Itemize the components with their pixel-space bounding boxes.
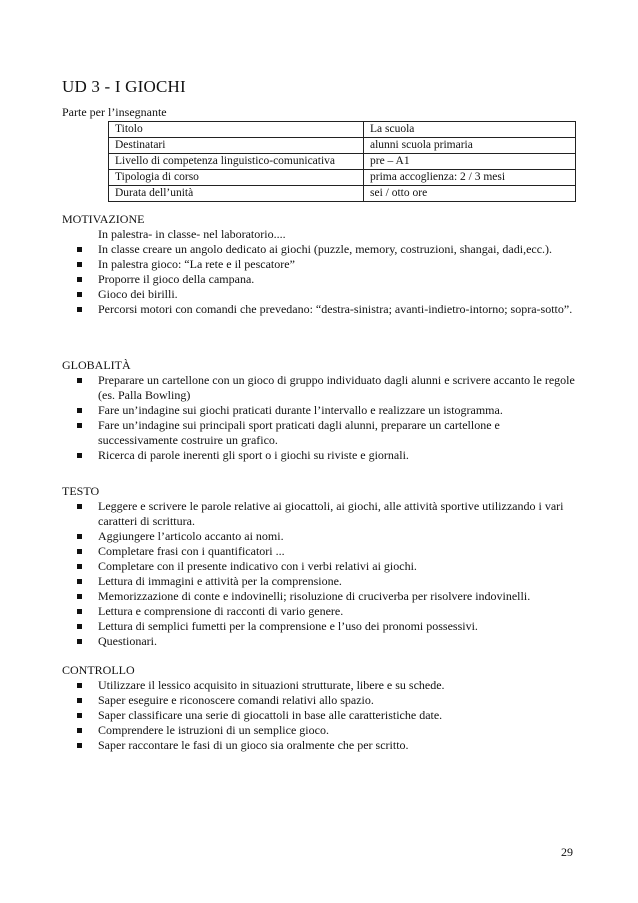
square-bullet-icon xyxy=(77,262,82,267)
square-bullet-icon xyxy=(77,292,82,297)
list-item-text: Aggiungere l’articolo accanto ai nomi. xyxy=(98,529,284,543)
teacher-part-label: Parte per l’insegnante xyxy=(62,105,167,119)
info-value: La scuola xyxy=(364,122,576,138)
list-item xyxy=(62,242,582,257)
info-label: Titolo xyxy=(109,122,364,138)
info-label: Tipologia di corso xyxy=(109,170,364,186)
list-item xyxy=(62,738,582,753)
square-bullet-icon xyxy=(77,549,82,554)
info-label: Livello di competenza linguistico-comunicativa xyxy=(109,154,364,170)
section-intro: In palestra- in classe- nel laboratorio.... xyxy=(98,227,286,241)
list-item-text: Questionari. xyxy=(98,634,157,648)
list-item xyxy=(62,302,582,317)
list-item-text: Proporre il gioco della campana. xyxy=(98,272,255,286)
list-item-text: Gioco dei birilli. xyxy=(98,287,178,301)
list-item-text: In classe creare un angolo dedicato ai giochi (puzzle, memory, costruzioni, shangai, dadi,ecc.). xyxy=(98,242,553,256)
list-item xyxy=(62,723,582,738)
square-bullet-icon xyxy=(77,423,82,428)
list-item xyxy=(62,708,582,723)
unit-title: UD 3 - I GIOCHI xyxy=(62,77,186,96)
section-heading: MOTIVAZIONE xyxy=(62,212,145,226)
list-item-text: Lettura di semplici fumetti per la comprensione e l’uso dei pronomi possessivi. xyxy=(98,619,478,633)
list-item xyxy=(62,634,582,649)
list-item xyxy=(62,544,582,559)
info-value: pre – A1 xyxy=(364,154,576,170)
square-bullet-icon xyxy=(77,247,82,252)
list-item-text: Completare frasi con i quantificatori ... xyxy=(98,544,285,558)
square-bullet-icon xyxy=(77,698,82,703)
square-bullet-icon xyxy=(77,713,82,718)
square-bullet-icon xyxy=(77,408,82,413)
list-item xyxy=(62,272,582,287)
square-bullet-icon xyxy=(77,534,82,539)
list-item xyxy=(62,529,582,544)
list-item-text: Completare con il presente indicativo con i verbi relativi ai giochi. xyxy=(98,559,417,573)
list-item-text: Lettura e comprensione di racconti di vario genere. xyxy=(98,604,344,618)
list-item xyxy=(62,418,582,448)
list-item-text: Saper classificare una serie di giocattoli in base alle caratteristiche date. xyxy=(98,708,443,722)
list-item-text: Fare un’indagine sui giochi praticati durante l’intervallo e realizzare un istogramma. xyxy=(98,403,503,417)
list-item xyxy=(62,448,582,463)
section-globalita xyxy=(62,358,582,463)
info-value: alunni scuola primaria xyxy=(364,138,576,154)
square-bullet-icon xyxy=(77,504,82,509)
section-motivazione xyxy=(62,212,582,317)
section-testo xyxy=(62,484,582,649)
list-item xyxy=(62,589,582,604)
list-item-text: Fare un’indagine sui principali sport praticati dagli alunni, preparare un cartellone e successivamente costruire un grafico. xyxy=(98,418,500,447)
square-bullet-icon xyxy=(77,378,82,383)
list-item xyxy=(62,619,582,634)
info-table-row xyxy=(109,122,576,138)
square-bullet-icon xyxy=(77,307,82,312)
square-bullet-icon xyxy=(77,594,82,599)
info-label: Durata dell’unità xyxy=(109,186,364,202)
list-item xyxy=(62,693,582,708)
list-item xyxy=(62,373,582,403)
section-controllo xyxy=(62,663,582,753)
list-item-text: Lettura di immagini e attività per la comprensione. xyxy=(98,574,342,588)
list-item xyxy=(62,403,582,418)
section-heading: GLOBALITÀ xyxy=(62,358,131,372)
info-table-row xyxy=(109,138,576,154)
info-table-row xyxy=(109,186,576,202)
section-heading: TESTO xyxy=(62,484,100,498)
list-item xyxy=(62,559,582,574)
square-bullet-icon xyxy=(77,277,82,282)
list-item xyxy=(62,287,582,302)
square-bullet-icon xyxy=(77,609,82,614)
list-item xyxy=(62,678,582,693)
square-bullet-icon xyxy=(77,564,82,569)
list-item-text: Saper eseguire e riconoscere comandi relativi allo spazio. xyxy=(98,693,374,707)
list-item xyxy=(62,604,582,619)
info-value: prima accoglienza: 2 / 3 mesi xyxy=(364,170,576,186)
list-item-text: Ricerca di parole inerenti gli sport o i giochi su riviste e giornali. xyxy=(98,448,409,462)
section-heading: CONTROLLO xyxy=(62,663,135,677)
square-bullet-icon xyxy=(77,453,82,458)
list-item-text: Comprendere le istruzioni di un semplice gioco. xyxy=(98,723,329,737)
info-table-row xyxy=(109,154,576,170)
info-value: sei / otto ore xyxy=(364,186,576,202)
list-item xyxy=(62,257,582,272)
square-bullet-icon xyxy=(77,624,82,629)
list-item xyxy=(62,499,582,529)
info-label: Destinatari xyxy=(109,138,364,154)
unit-info-table xyxy=(108,121,576,202)
list-item-text: Percorsi motori con comandi che prevedano: “destra-sinistra; avanti-indietro-intorno; sopra-sotto”. xyxy=(98,302,573,316)
list-item-text: Preparare un cartellone con un gioco di gruppo individuato dagli alunni e scrivere accanto le regole (es. Palla Bowling) xyxy=(98,373,575,402)
info-table-row xyxy=(109,170,576,186)
list-item-text: Saper raccontare le fasi di un gioco sia oralmente che per scritto. xyxy=(98,738,409,752)
list-item-text: Memorizzazione di conte e indovinelli; risoluzione di cruciverba per risolvere indovinelli. xyxy=(98,589,531,603)
list-item-text: In palestra gioco: “La rete e il pescatore” xyxy=(98,257,295,271)
square-bullet-icon xyxy=(77,683,82,688)
square-bullet-icon xyxy=(77,579,82,584)
square-bullet-icon xyxy=(77,728,82,733)
square-bullet-icon xyxy=(77,743,82,748)
list-item-text: Utilizzare il lessico acquisito in situazioni strutturate, libere e su schede. xyxy=(98,678,445,692)
square-bullet-icon xyxy=(77,639,82,644)
page-number: 29 xyxy=(561,845,573,859)
list-item xyxy=(62,574,582,589)
list-item-text: Leggere e scrivere le parole relative ai giocattoli, ai giochi, alle attività sportive utilizzando i vari caratteri di scrittura. xyxy=(98,499,564,528)
